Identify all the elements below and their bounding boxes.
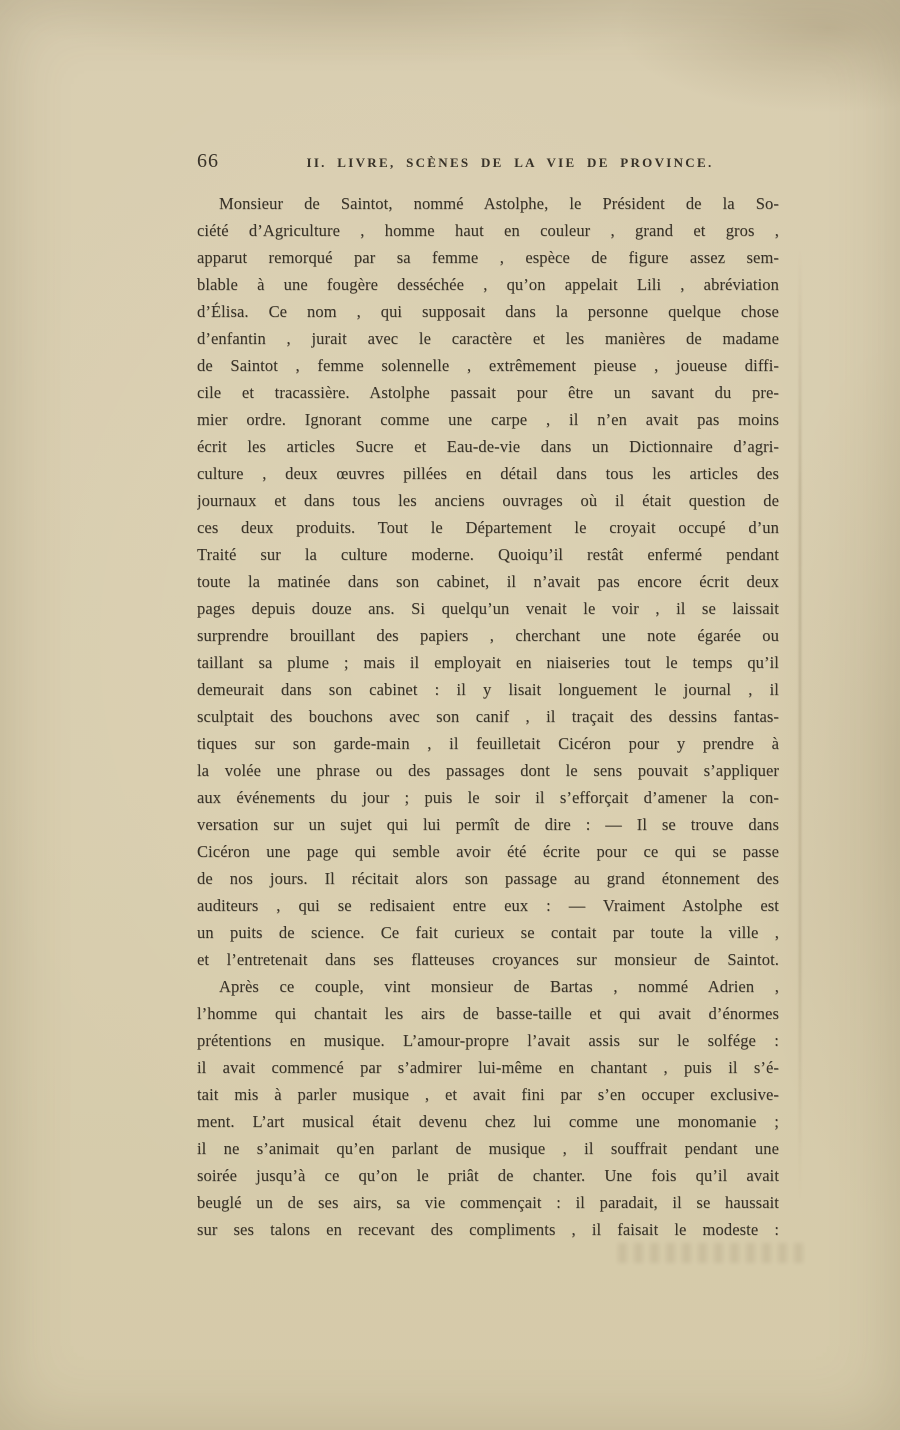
text-line: auditeurs , qui se redisaient entre eux : — Vraiment Astolphe est: [197, 896, 779, 915]
text-line: de Saintot , femme solennelle , extrêmement pieuse , joueuse diffi-: [197, 356, 779, 375]
paragraph: [197, 190, 779, 973]
text-line: écrit les articles Sucre et Eau-de-vie dans un Dictionnaire d’agri-: [197, 437, 779, 456]
text-line: sur ses talons en recevant des compliments , il faisait le modeste :: [197, 1220, 779, 1239]
text-line: toute la matinée dans son cabinet, il n’avait pas encore écrit deux: [197, 572, 779, 591]
text-line: Cicéron une page qui semble avoir été écrite pour ce qui se passe: [197, 842, 779, 861]
text-line: surprendre brouillant des papiers , cherchant une note égarée ou: [197, 626, 779, 645]
page-number: 66: [197, 150, 219, 172]
text-block: [197, 190, 779, 1243]
text-line: aux événements du jour ; puis le soir il s’efforçait d’amener la con-: [197, 788, 779, 807]
text-line: il avait commencé par s’admirer lui-même en chantant , puis il s’é-: [197, 1058, 779, 1077]
text-line: d’enfantin , jurait avec le caractère et les manières de madame: [197, 329, 779, 348]
text-line: de nos jours. Il récitait alors son passage au grand étonnement des: [197, 869, 779, 888]
text-line: tiques sur son garde-main , il feuilletait Cicéron pour y prendre à: [197, 734, 779, 753]
text-line: journaux et dans tous les anciens ouvrages où il était question de: [197, 491, 779, 510]
text-line: demeurait dans son cabinet : il y lisait longuement le journal , il: [197, 680, 779, 699]
page-content: [197, 150, 779, 1243]
text-line: la volée une phrase ou des passages dont le sens pouvait s’appliquer: [197, 761, 779, 780]
text-line: sculptait des bouchons avec son canif , il traçait des dessins fantas-: [197, 707, 779, 726]
text-line: apparut remorqué par sa femme , espèce de figure assez sem-: [197, 248, 779, 267]
text-line: versation sur un sujet qui lui permît de dire : — Il se trouve dans: [197, 815, 779, 834]
text-line: blable à une fougère desséchée , qu’on appelait Lili , abréviation: [197, 275, 779, 294]
text-line: cile et tracassière. Astolphe passait pour être un savant du pre-: [197, 383, 779, 402]
text-line: un puits de science. Ce fait curieux se contait par toute la ville ,: [197, 923, 779, 942]
show-through-smudge: [618, 1243, 808, 1263]
text-line: mier ordre. Ignorant comme une carpe , il n’en avait pas moins: [197, 410, 779, 429]
text-line: beuglé un de ses airs, sa vie commençait : il paradait, il se haussait: [197, 1193, 779, 1212]
text-line: soirée jusqu’à ce qu’on le priât de chanter. Une fois qu’il avait: [197, 1166, 779, 1185]
text-line: l’homme qui chantait les airs de basse-taille et qui avait d’énormes: [197, 1004, 779, 1023]
text-line: Après ce couple, vint monsieur de Bartas , nommé Adrien ,: [219, 977, 779, 996]
running-header: II. LIVRE, SCÈNES DE LA VIE DE PROVINCE.: [306, 155, 714, 170]
text-line: ciété d’Agriculture , homme haut en couleur , grand et gros ,: [197, 221, 779, 240]
text-line: taillant sa plume ; mais il employait en niaiseries tout le temps qu’il: [197, 653, 779, 672]
page-crease: [799, 250, 801, 1200]
text-line: ment. L’art musical était devenu chez lui comme une monomanie ;: [197, 1112, 779, 1131]
page-header: [197, 150, 779, 176]
paragraph: [197, 973, 779, 1243]
text-line: culture , deux œuvres pillées en détail dans tous les articles des: [197, 464, 779, 483]
text-line: pages depuis douze ans. Si quelqu’un venait le voir , il se laissait: [197, 599, 779, 618]
text-line: ces deux produits. Tout le Département le croyait occupé d’un: [197, 518, 779, 537]
text-line: tait mis à parler musique , et avait fini par s’en occuper exclusive-: [197, 1085, 779, 1104]
text-line: prétentions en musique. L’amour-propre l’avait assis sur le solfége :: [197, 1031, 779, 1050]
text-line: et l’entretenait dans ses flatteuses croyances sur monsieur de Saintot.: [197, 950, 779, 969]
text-line: Monsieur de Saintot, nommé Astolphe, le Président de la So-: [219, 194, 779, 213]
text-line: il ne s’animait qu’en parlant de musique , il souffrait pendant une: [197, 1139, 779, 1158]
text-line: Traité sur la culture moderne. Quoiqu’il restât enfermé pendant: [197, 545, 779, 564]
text-line: d’Élisa. Ce nom , qui supposait dans la personne quelque chose: [197, 302, 779, 321]
